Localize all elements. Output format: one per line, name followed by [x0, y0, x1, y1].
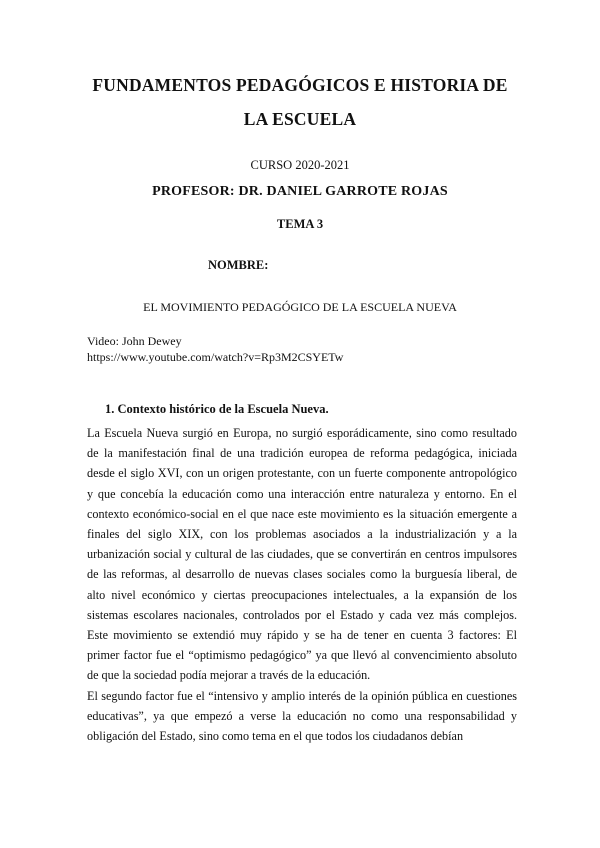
title-line-2: LA ESCUELA: [243, 109, 357, 129]
video-reference: [87, 333, 343, 365]
paragraph-1: La Escuela Nueva surgió en Europa, no surgió esporádicamente, sino como resultado de la manifestación final de una tradición europea de reforma pedagógica, iniciada desde el siglo XVI, con un origen protestante, con un fuerte componente antropológico y que concebía la educación como una interacción entre naturaleza y entorno. En el contexto económico-social en el que nace este movimiento es la situación emergente a finales del siglo XIX, con los problemas asociados a la industrialización y a la urbanización social y cultural de las ciudades, que se convertirán en centros impulsores de las reformas, al desarrollo de nuevas clases sociales como la burguesía liberal, de alto nivel económico y ciertas preocupaciones intelectuales, a la expansión de los sistemas escolares nacionales, controlados por el Estado y cada vez más complejos. Este movimiento se extendió muy rápido y se ha de tener en cuenta 3 factores: El primer factor fue el “optimismo pedagógico” ya que llevó al convencimiento absoluto de que la sociedad podía mejorar a través de la educación.: [87, 426, 517, 683]
body-text: [87, 423, 517, 746]
professor-name: PROFESOR: DR. DANIEL GARROTE ROJAS: [152, 184, 448, 199]
document-title: [60, 68, 540, 136]
video-label: Video: John Dewey: [87, 334, 182, 348]
course-year: CURSO 2020-2021: [250, 158, 350, 172]
name-label: NOMBRE:: [208, 258, 269, 272]
section-heading: 1. Contexto histórico de la Escuela Nueva.: [105, 402, 329, 416]
title-line-1: FUNDAMENTOS PEDAGÓGICOS E HISTORIA DE: [92, 75, 508, 95]
topic-number: TEMA 3: [276, 217, 324, 231]
video-link[interactable]: https://www.youtube.com/watch?v=Rp3M2CSYETw: [87, 350, 344, 364]
document-subtitle: EL MOVIMIENTO PEDAGÓGICO DE LA ESCUELA NUEVA: [143, 300, 457, 314]
paragraph-2: El segundo factor fue el “intensivo y amplio interés de la opinión pública en cuestiones educativas”, ya que empezó a verse la educación no como una responsabilidad y obligación del Estado, sino como tema en el que todos los ciudadanos debían: [87, 688, 517, 744]
